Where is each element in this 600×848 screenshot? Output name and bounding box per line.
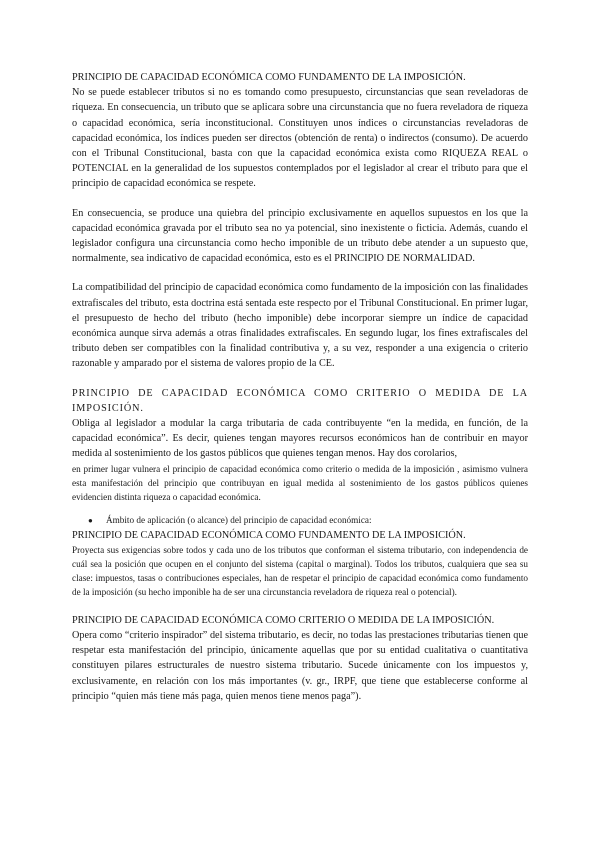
document-page (72, 70, 528, 704)
paragraph-proyecta: Proyecta sus exigencias sobre todos y cada uno de los tributos que conforman el sistema tributario, con independencia de cuál sea la posición que ocupen en el conjunto del sistema (capital o marginal). Todos los tributos, cualquiera que sea su clase: impuestos, tasas o contribuciones especiales, han de respetar el principio de capacidad económica como fundamento de la imposición (su hecho imponible ha de ser una circunstancia reveladora de riqueza real o potencial). (72, 544, 528, 597)
section-heading-fundamento-2: PRINCIPIO DE CAPACIDAD ECONÓMICA COMO FUNDAMENTO DE LA IMPOSICIÓN. (72, 529, 466, 541)
section-heading-criterio-2: PRINCIPIO DE CAPACIDAD ECONÓMICA COMO CRITERIO O MEDIDA DE LA IMPOSICIÓN. (72, 614, 495, 626)
paragraph-presupuesto: No se puede establecer tributos si no es tomando como presupuesto, circunstancias que sean reveladoras de riqueza. En consecuencia, un tributo que se aplicara sobre una circunstancia que no fuera reveladora de riqueza o capacidad económica, sería inconstitucional. Constituyen unos índices o circunstancias reveladoras de capacidad económica, los índices pueden ser directos (obtención de renta) o indirectos (consumo). De acuerdo con el Tribunal Constitucional, basta con que la capacidad económica exista como RIQUEZA REAL o POTENCIAL en la generalidad de los supuestos contemplados por el legislador al crear el tributo para que el principio de capacidad económica se respete. (72, 87, 528, 190)
section-heading-criterio: PRINCIPIO DE CAPACIDAD ECONÓMICA COMO CRITERIO O MEDIDA DE LA IMPOSICIÓN. (72, 387, 528, 414)
paragraph-quiebra: En consecuencia, se produce una quiebra del principio exclusivamente en aquellos supuestos en los que la capacidad económica gravada por el tributo sea no ya potencial, sino inexistente o ficticia. Además, cuando el legislador configura una circunstancia como hecho imponible de un tributo debe atender a un supuesto que, normalmente, sea indicativo de capacidad económica, esto es el PRINCIPIO DE NORMALIDAD. (72, 207, 528, 265)
paragraph-corolarios: en primer lugar vulnera el principio de capacidad económica como criterio o medida de la imposición , asimismo vulnera esta manifestación del principio que contribuyan en igual medida al sostenimiento de los gastos públicos quienes evidencien distinta riqueza o capacidad económica. (72, 463, 528, 502)
bullet-icon: ● (88, 515, 93, 525)
list-item-ambito-label: Ámbito de aplicación (o alcance) del principio de capacidad económica: (106, 514, 372, 525)
paragraph-obliga: Obliga al legislador a modular la carga tributaria de cada contribuyente “en la medida, en función, de la capacidad económica”. Es decir, quienes tengan mayores recursos económicos han de contribuir en mayor medida al sostenimiento de los gastos públicos que quienes tengan menos. Hay dos corolarios, (72, 418, 528, 460)
paragraph-compatibilidad: La compatibilidad del principio de capacidad económica como fundamento de la imposición con las finalidades extrafiscales del tributo, esta doctrina está sentada este respecto por el Tribunal Constitucional. En primer lugar, el presupuesto de hecho del tributo (hecho imponible) debe incorporar siempre un índice de capacidad económica aunque sirva además a otras finalidades extrafiscales. En segundo lugar, los fines extrafiscales del tributo deben ser compatibles con la finalidad contributiva y, a su vez, responder a una exigencia o criterio razonable y amparado por el sistema de valores propio de la CE. (72, 282, 528, 370)
list-item-ambito (72, 513, 528, 528)
paragraph-opera: Opera como “criterio inspirador” del sistema tributario, es decir, no todas las prestaciones tributarias tienen que respetar esta manifestación del principio, únicamente aquellas que por su entidad cualitativa o cuantitativa constituyen pilares estructurales de nuestro sistema tributario. Sucede únicamente con los impuestos y, exclusivamente, en relación con los más importantes (v. gr., IRPF, que tiene que establecerse conforme al principio “quien más tiene más paga, quien menos tiene menos paga”). (72, 630, 528, 702)
section-heading-fundamento: PRINCIPIO DE CAPACIDAD ECONÓMICA COMO FUNDAMENTO DE LA IMPOSICIÓN. (72, 72, 466, 83)
